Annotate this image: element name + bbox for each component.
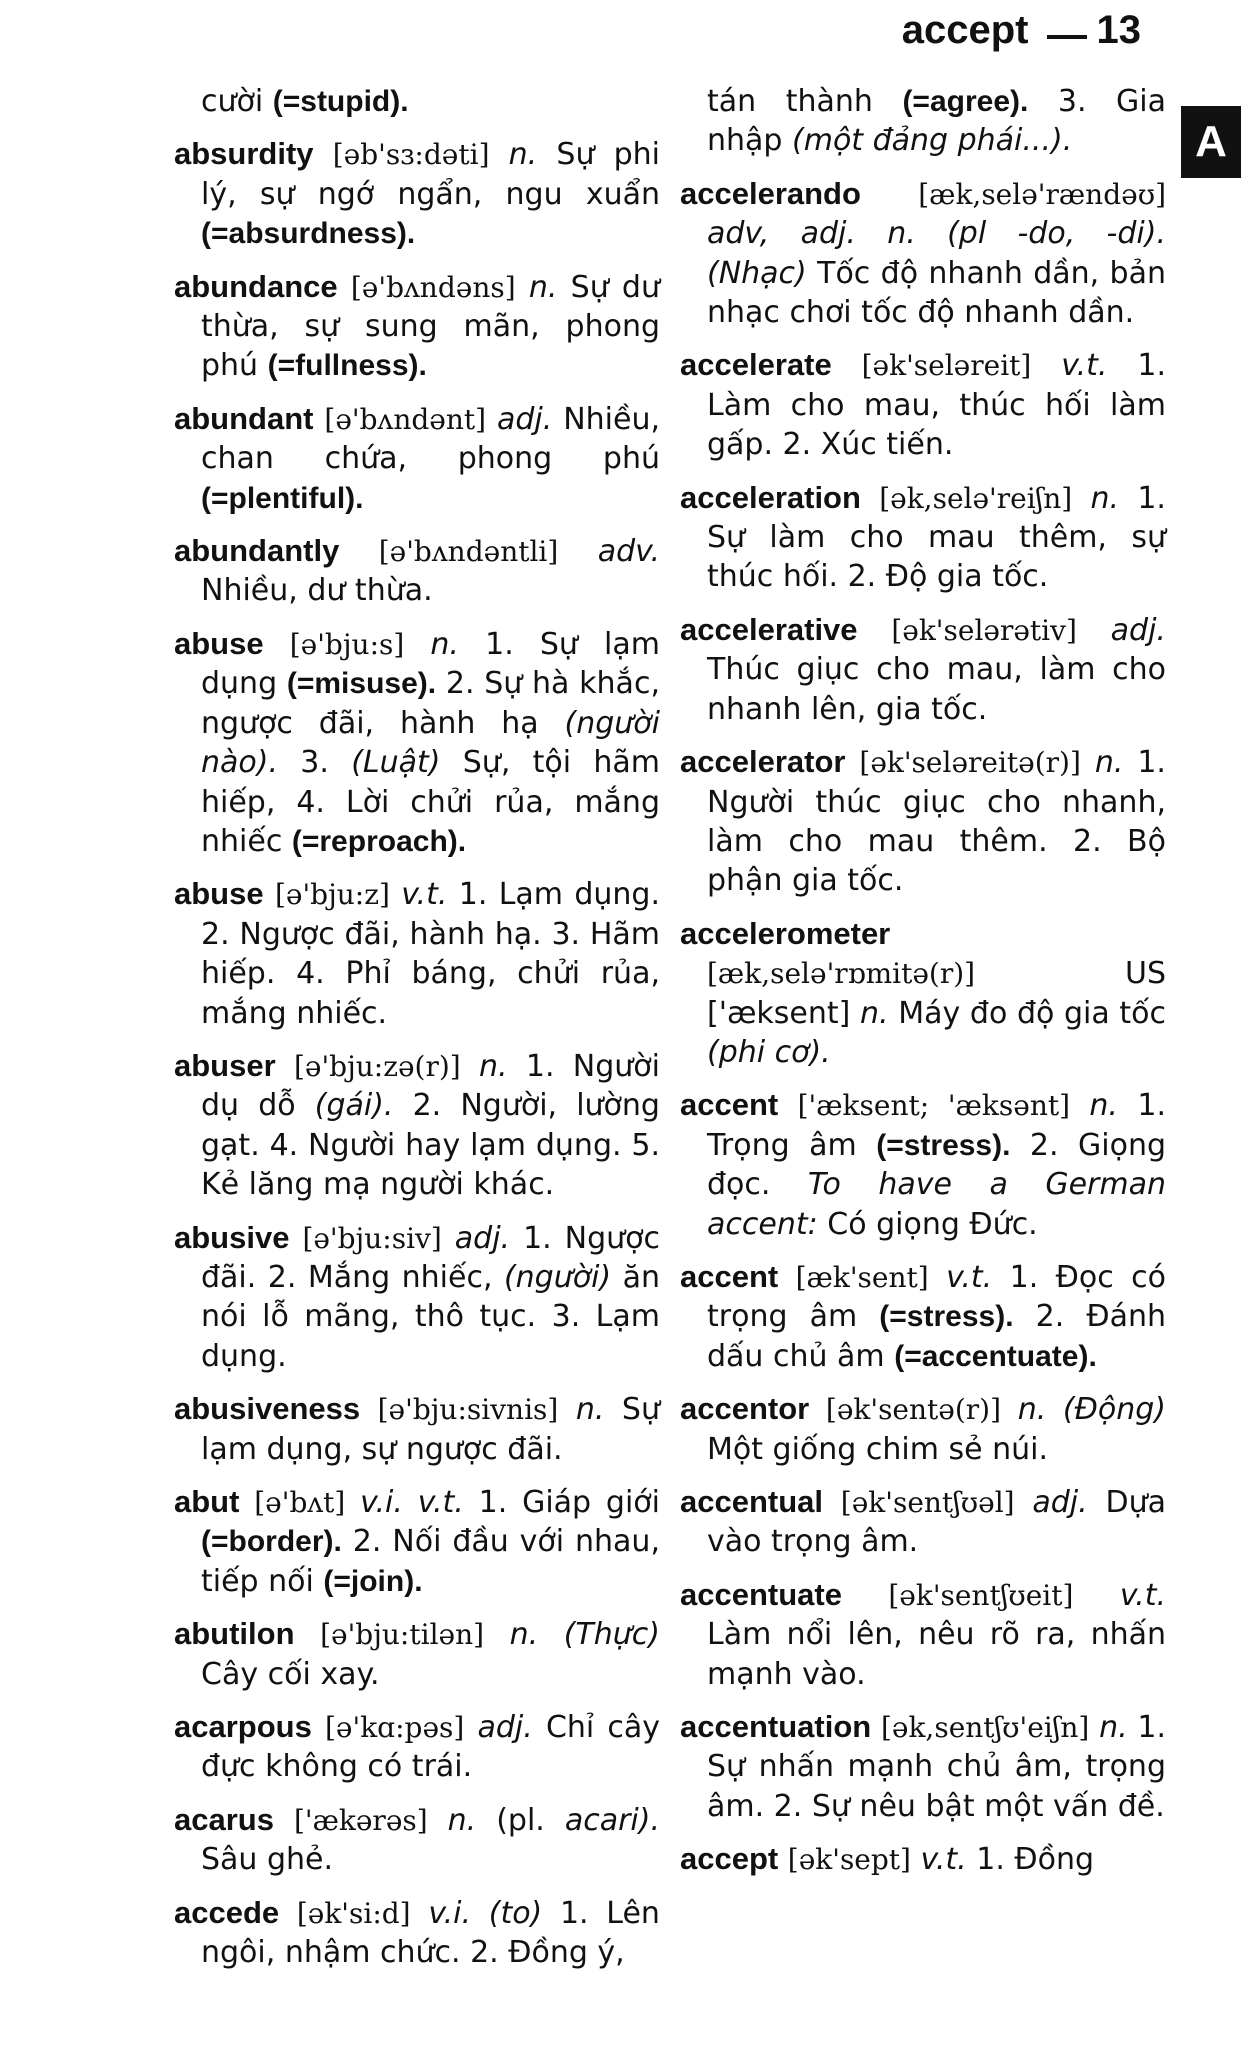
entry-definition: tán thành	[707, 84, 873, 119]
entry-definition: 1. Lạm dụng. 2. Ngược đãi, hành hạ. 3. Hãm hiếp. 4. Phỉ báng, chửi rủa, mắng nhiếc.	[201, 877, 661, 1031]
entry-synonym: (=join).	[323, 1564, 423, 1598]
dictionary-entry	[174, 399, 660, 518]
entry-domain: (to)	[488, 1895, 543, 1931]
dictionary-entry	[680, 1085, 1166, 1244]
entry-part-of-speech: n.	[1094, 745, 1124, 781]
dictionary-entry	[174, 134, 660, 253]
entry-definition: ăn nói lỗ mãng, thô tục. 3. Lạm dụng.	[201, 1259, 660, 1374]
entry-part-of-speech: n.	[447, 1802, 477, 1838]
dictionary-entry	[174, 874, 660, 1033]
entry-pronunciation: [æk'sent]	[795, 1260, 929, 1294]
entry-definition: 3. Gia nhập	[707, 84, 1166, 159]
entry-part-of-speech: v.t.	[920, 1842, 967, 1878]
entry-headword: acarpous	[174, 1709, 312, 1745]
entry-pronunciation: [æk,selə'rændəʊ]	[918, 177, 1166, 211]
dictionary-entry	[174, 1707, 660, 1787]
entry-part-of-speech: v.t.	[401, 877, 448, 913]
entry-part-of-speech: n.	[1090, 480, 1120, 516]
entry-part-of-speech: v.i. v.t.	[360, 1485, 464, 1520]
entry-note: (pl -do, -di).	[947, 216, 1166, 252]
entry-pronunciation: [əb'sɜ:dəti]	[332, 138, 490, 172]
entry-headword: abusive	[174, 1219, 290, 1255]
entry-part-of-speech: v.t.	[1061, 348, 1108, 384]
dictionary-entry	[680, 1389, 1166, 1469]
dictionary-entry	[174, 1800, 660, 1880]
entry-definition: Sự, tội hãm hiếp, 4. Lời chửi rủa, mắng nhiếc	[201, 745, 660, 859]
entry-definition: 1. Sự làm cho mau thêm, sự thúc hối. 2. Độ gia tốc.	[707, 480, 1166, 595]
dictionary-entry	[680, 174, 1166, 333]
entry-pronunciation: [ək'sentʃʊeit]	[888, 1578, 1074, 1612]
dictionary-entry	[174, 1614, 660, 1694]
entry-headword: abundantly	[174, 533, 340, 569]
entry-pronunciation: [ə'bju:tilən]	[320, 1618, 485, 1652]
entry-pronunciation: [ək'seləreitə(r)]	[859, 746, 1081, 780]
left-column	[174, 82, 660, 1985]
entry-part-of-speech: n.	[508, 137, 538, 173]
entry-part-of-speech: n.	[1089, 1088, 1118, 1124]
entry-pronunciation: [ək'sentə(r)]	[825, 1393, 1002, 1427]
entry-definition: Thúc giục cho mau, làm cho nhanh lên, gia tốc.	[707, 652, 1166, 727]
entry-headword: accentuation	[680, 1709, 872, 1745]
entry-definition: 1. Làm cho mau, thúc hối làm gấp. 2. Xúc tiến.	[707, 348, 1166, 463]
entry-definition: Sâu ghẻ.	[201, 1842, 334, 1878]
entry-pronunciation: [ə'bju:sivnis]	[377, 1393, 559, 1427]
entry-headword: accept	[680, 1841, 779, 1877]
entry-pronunciation: ['æksent; 'æksənt]	[797, 1089, 1071, 1123]
entry-pronunciation: [ək'sept]	[787, 1843, 911, 1877]
entry-definition: 1. Người thúc giục cho nhanh, làm cho mau thêm. 2. Bộ phận gia tốc.	[707, 745, 1166, 899]
entry-note: (một đảng phái...).	[792, 123, 1073, 159]
dictionary-entry	[680, 1707, 1166, 1826]
entry-definition: 1. Đồng	[976, 1842, 1095, 1878]
dictionary-entry	[174, 624, 660, 861]
entry-definition: 2. Nối đầu với nhau, tiếp nối	[201, 1524, 660, 1599]
entry-pronunciation: [ə'kɑ:pəs]	[325, 1711, 465, 1745]
entry-pronunciation: [æk,selə'rɒmitə(r)]	[707, 957, 976, 991]
dictionary-entry	[174, 267, 660, 386]
entry-headword: abuse	[174, 625, 264, 661]
entry-pronunciation: [ək'selərətiv]	[891, 613, 1077, 647]
dictionary-entry	[680, 1839, 1166, 1879]
entry-headword: acarus	[174, 1801, 274, 1837]
dictionary-entry	[174, 1482, 660, 1601]
entry-part-of-speech: adj.	[1110, 612, 1166, 648]
entry-pronunciation: [ə'bju:zə(r)]	[293, 1049, 461, 1083]
entry-pronunciation: [ə'bʌndənt]	[324, 402, 487, 436]
entry-definition: Sự dư thừa, sự sung mãn, phong phú	[201, 269, 660, 384]
entry-headword: abuser	[174, 1047, 276, 1083]
entry-part-of-speech: v.i.	[428, 1895, 472, 1931]
entry-note: (phi cơ).	[707, 1034, 831, 1070]
entry-definition: 3.	[300, 745, 329, 781]
dictionary-entry	[174, 531, 660, 611]
entry-definition: Dựa vào trọng âm.	[707, 1485, 1166, 1560]
dictionary-entry	[174, 82, 660, 121]
entry-definition: 2. Sự hà khắc, ngược đãi, hành hạ	[201, 666, 660, 741]
entry-part-of-speech: n.	[430, 626, 459, 662]
entry-part-of-speech: v.t.	[946, 1259, 993, 1295]
page-number: 13	[1096, 8, 1141, 52]
dictionary-entry	[174, 1893, 660, 1973]
entry-headword: acceleration	[680, 479, 861, 515]
entry-headword: accelerate	[680, 347, 832, 383]
right-column	[680, 82, 1166, 1893]
entry-headword: accentual	[680, 1484, 824, 1519]
entry-definition: (pl.	[496, 1802, 545, 1838]
entry-headword: accelerative	[680, 611, 858, 647]
dictionary-entry	[680, 345, 1166, 464]
entry-definition: Có giọng Đức.	[827, 1206, 1038, 1242]
entry-definition: Nhiều, chan chứa, phong phú	[201, 401, 660, 477]
entry-headword: accent	[680, 1087, 779, 1123]
entry-pronunciation: [ə'bju:z]	[274, 878, 390, 912]
entry-pronunciation: [ək'sentʃʊəl]	[840, 1486, 1015, 1519]
entry-headword: abundance	[174, 268, 338, 304]
entry-synonym: (=stupid).	[272, 85, 409, 118]
entry-headword: accent	[680, 1258, 779, 1294]
entry-synonym: (=border).	[201, 1525, 342, 1559]
entry-part-of-speech: n.	[575, 1392, 605, 1428]
entry-headword: abusiveness	[174, 1391, 361, 1427]
entry-pronunciation: [ə'bju:siv]	[302, 1221, 442, 1255]
entry-pronunciation: [ə'bʌndəntli]	[378, 535, 559, 569]
entry-headword: accelerometer	[680, 915, 891, 951]
entry-definition: 1. Đọc có trọng âm	[707, 1259, 1166, 1335]
entry-note: (người nào).	[201, 705, 660, 781]
entry-definition: 2. Người, lường gạt. 4. Người hay lạm dụng. 5. Kẻ lăng mạ người khác.	[201, 1088, 660, 1203]
entry-part-of-speech: adj.	[477, 1710, 533, 1746]
entry-part-of-speech: adj.	[496, 401, 553, 437]
entry-definition: Tốc độ nhanh dần, bản nhạc chơi tốc độ nhanh dần.	[707, 255, 1166, 331]
entry-definition: Sự phi lý, sự ngớ ngẩn, ngu xuẩn	[201, 137, 661, 212]
dictionary-entry	[174, 1389, 660, 1469]
entry-pronunciation: [ə'bʌndəns]	[350, 270, 516, 304]
entry-definition: US ['æksent]	[707, 956, 1166, 1031]
entry-part-of-speech: n.	[509, 1617, 539, 1653]
dictionary-entry	[174, 1218, 660, 1377]
entry-pronunciation: ['ækərəs]	[293, 1803, 428, 1837]
entry-domain: (Thực)	[563, 1617, 660, 1653]
dictionary-entry	[680, 1257, 1166, 1376]
entry-part-of-speech: n.	[1017, 1392, 1047, 1428]
entry-definition: Một giống chim sẻ núi.	[707, 1431, 1048, 1467]
entry-synonym: (=stress).	[876, 1128, 1011, 1162]
entry-pronunciation: [ək'si:d]	[296, 1896, 411, 1930]
entry-part-of-speech: n.	[1099, 1710, 1128, 1746]
entry-definition: Nhiều, dư thừa.	[201, 573, 433, 609]
entry-synonym: (=plentiful).	[201, 481, 364, 515]
entry-domain: (Nhạc)	[707, 255, 807, 291]
entry-synonym: (=stress).	[879, 1300, 1014, 1334]
header-rule	[1047, 35, 1087, 39]
entry-pronunciation: [ək,selə'reiʃn]	[879, 481, 1073, 515]
entry-domain: (Luật)	[351, 745, 441, 781]
entry-synonym: (=reproach).	[291, 824, 467, 858]
entry-part-of-speech: adv, adj. n.	[707, 216, 916, 252]
entry-headword: abuse	[174, 876, 264, 912]
entry-definition: Chỉ cây đực không có trái.	[201, 1710, 661, 1785]
entry-headword: accede	[174, 1894, 280, 1930]
entry-definition: Sự lạm dụng, sự ngược đãi.	[201, 1392, 660, 1467]
entry-headword: accelerator	[680, 744, 846, 780]
dictionary-entry	[680, 82, 1166, 161]
entry-domain: (Động)	[1062, 1392, 1166, 1428]
entry-definition: 1. Sự lạm dụng	[201, 626, 660, 702]
entry-definition: 2. Giọng đọc.	[707, 1127, 1166, 1203]
entry-pronunciation: [ək'seləreit]	[861, 349, 1032, 383]
dictionary-entry	[174, 1046, 660, 1205]
entry-definition: 2. Đánh dấu chủ âm	[707, 1299, 1167, 1374]
entry-definition: cười	[201, 84, 264, 119]
entry-part-of-speech: adv.	[597, 534, 660, 570]
entry-note: (người)	[503, 1259, 612, 1295]
entry-headword: accentuate	[680, 1576, 842, 1612]
entry-synonym: (=fullness).	[267, 349, 427, 383]
guide-word: accept	[901, 8, 1029, 52]
entry-definition: 1. Ngược đãi. 2. Mắng nhiếc,	[201, 1220, 661, 1295]
entry-definition: 1. Giáp giới	[478, 1485, 660, 1520]
entry-part-of-speech: adj.	[454, 1220, 511, 1256]
dictionary-entry	[680, 1482, 1166, 1562]
entry-definition: 1. Sự nhấn mạnh chủ âm, trọng âm. 2. Sự nêu bật một vấn đề.	[707, 1710, 1166, 1824]
entry-synonym: (=absurdness).	[201, 217, 416, 251]
entry-part-of-speech: adj.	[1032, 1485, 1088, 1520]
entry-definition: Máy đo độ gia tốc	[898, 995, 1166, 1031]
entry-headword: abundant	[174, 400, 314, 436]
entry-part-of-speech: n.	[528, 269, 558, 305]
entry-definition: Làm nổi lên, nêu rõ ra, nhấn mạnh vào.	[707, 1617, 1166, 1692]
entry-pronunciation: [ə'bʌt]	[254, 1486, 346, 1519]
entry-pronunciation: [ək,sentʃʊ'eiʃn]	[880, 1711, 1090, 1745]
entry-synonym: (=accentuate).	[894, 1339, 1097, 1373]
dictionary-entry	[680, 610, 1166, 729]
entry-pronunciation: [ə'bju:s]	[289, 627, 405, 661]
entry-note: acari).	[564, 1802, 660, 1838]
entry-synonym: (=misuse).	[286, 667, 437, 701]
entry-synonym: (=agree).	[902, 85, 1029, 118]
entry-part-of-speech: v.t.	[1119, 1577, 1166, 1613]
entry-part-of-speech: n.	[479, 1048, 508, 1084]
entry-example: To have a German accent:	[707, 1167, 1166, 1242]
dictionary-entry	[680, 742, 1166, 901]
entry-headword: accelerando	[680, 175, 861, 211]
entry-note: (gái).	[314, 1088, 394, 1124]
dictionary-entry	[680, 478, 1166, 597]
entry-definition: 1. Lên ngôi, nhậm chức. 2. Đồng ý,	[201, 1895, 660, 1971]
dictionary-entry	[680, 1575, 1166, 1694]
entry-definition: 1. Trọng âm	[707, 1088, 1166, 1163]
letter-tab[interactable]: A	[1181, 106, 1241, 178]
entry-part-of-speech: n.	[860, 995, 889, 1031]
entry-definition: Cây cối xay.	[201, 1656, 380, 1692]
entry-headword: abutilon	[174, 1616, 295, 1652]
dictionary-entry	[680, 914, 1166, 1073]
entry-headword: abut	[174, 1484, 240, 1519]
page-header	[600, 8, 1141, 68]
entry-definition: 1. Người dụ dỗ	[201, 1048, 660, 1124]
entry-headword: accentor	[680, 1391, 810, 1427]
entry-headword: absurdity	[174, 136, 314, 172]
